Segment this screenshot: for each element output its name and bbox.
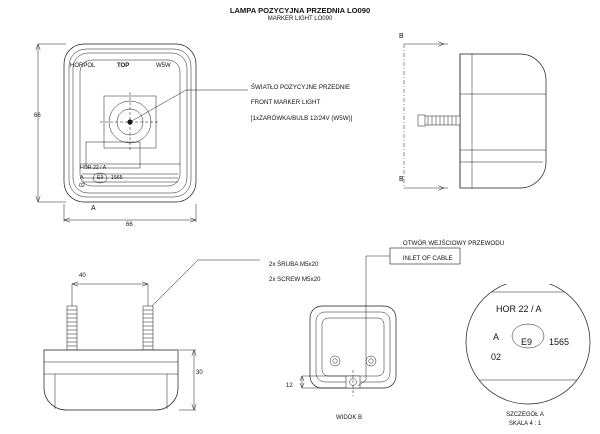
approval-mark: E9 xyxy=(97,175,104,181)
brand-label: HORPOL xyxy=(70,63,96,69)
page-subtitle: MARKER LIGHT LO090 xyxy=(267,16,333,22)
detail-a-text-a: A xyxy=(493,332,500,342)
annotation-front-light-line2: FRONT MARKER LIGHT xyxy=(250,99,321,107)
front-dim-height: 66 xyxy=(34,113,41,119)
screws-leader xyxy=(150,240,280,312)
annotation-cable-inlet-line2: INLET OF CABLE xyxy=(402,255,453,263)
section-label-b-top: B xyxy=(399,33,404,40)
annotation-front-light xyxy=(244,76,352,130)
annotation-screws xyxy=(262,253,320,292)
annotation-cable-inlet-line1: OTWÓR WEJŚCIOWY PRZEWODU xyxy=(402,239,505,247)
front-view-drawing xyxy=(24,34,204,234)
approval-number: 1565 xyxy=(111,175,123,181)
bottom-dim-height: 30 xyxy=(196,370,203,376)
annotation-front-light-line3: [1xŻARÓWKA/BULB 12/24V (W5W)] xyxy=(250,114,353,122)
section-label-a: A xyxy=(91,205,96,212)
top-marker-label: TOP xyxy=(117,63,130,69)
annotation-cable-inlet xyxy=(396,232,504,271)
detail-a-text-number: 1565 xyxy=(549,337,570,347)
view-b-caption: WIDOK B xyxy=(336,415,363,421)
detail-a-text-top: HOR 22 / A xyxy=(496,304,542,314)
page-title: LAMPA POZYCYJNA PRZEDNIA LO090 xyxy=(229,6,371,15)
detail-a-caption-line1: SZCZEGÓŁ A xyxy=(506,412,544,418)
front-dim-width: 66 xyxy=(126,222,133,228)
detail-a-caption-line2: SKALA 4 : 1 xyxy=(508,421,542,427)
annotation-screws-line2: 2x SCREW M5x20 xyxy=(268,276,321,284)
approval-02: 02 xyxy=(79,183,85,189)
bulb-type-label: W5W xyxy=(156,63,171,69)
section-label-b-bottom: B xyxy=(399,176,404,183)
side-view-drawing xyxy=(400,32,580,212)
e-mark-ellipse-icon xyxy=(92,172,108,184)
detail-a-text-02: 02 xyxy=(491,352,502,362)
annotation-front-light-line1: ŚWIATŁO POZYCYJNE PRZEDNIE xyxy=(250,83,351,91)
view-b-dim-cable: 12 xyxy=(286,383,293,389)
front-light-leader xyxy=(126,70,256,130)
approval-line1: HOR 22 / A xyxy=(80,165,107,171)
approval-a: A xyxy=(80,175,84,181)
detail-a-text-mark: E9 xyxy=(521,337,533,347)
bottom-dim-screw-spacing: 40 xyxy=(79,273,86,279)
annotation-screws-line1: 2x ŚRUBA M5x20 xyxy=(268,260,319,268)
